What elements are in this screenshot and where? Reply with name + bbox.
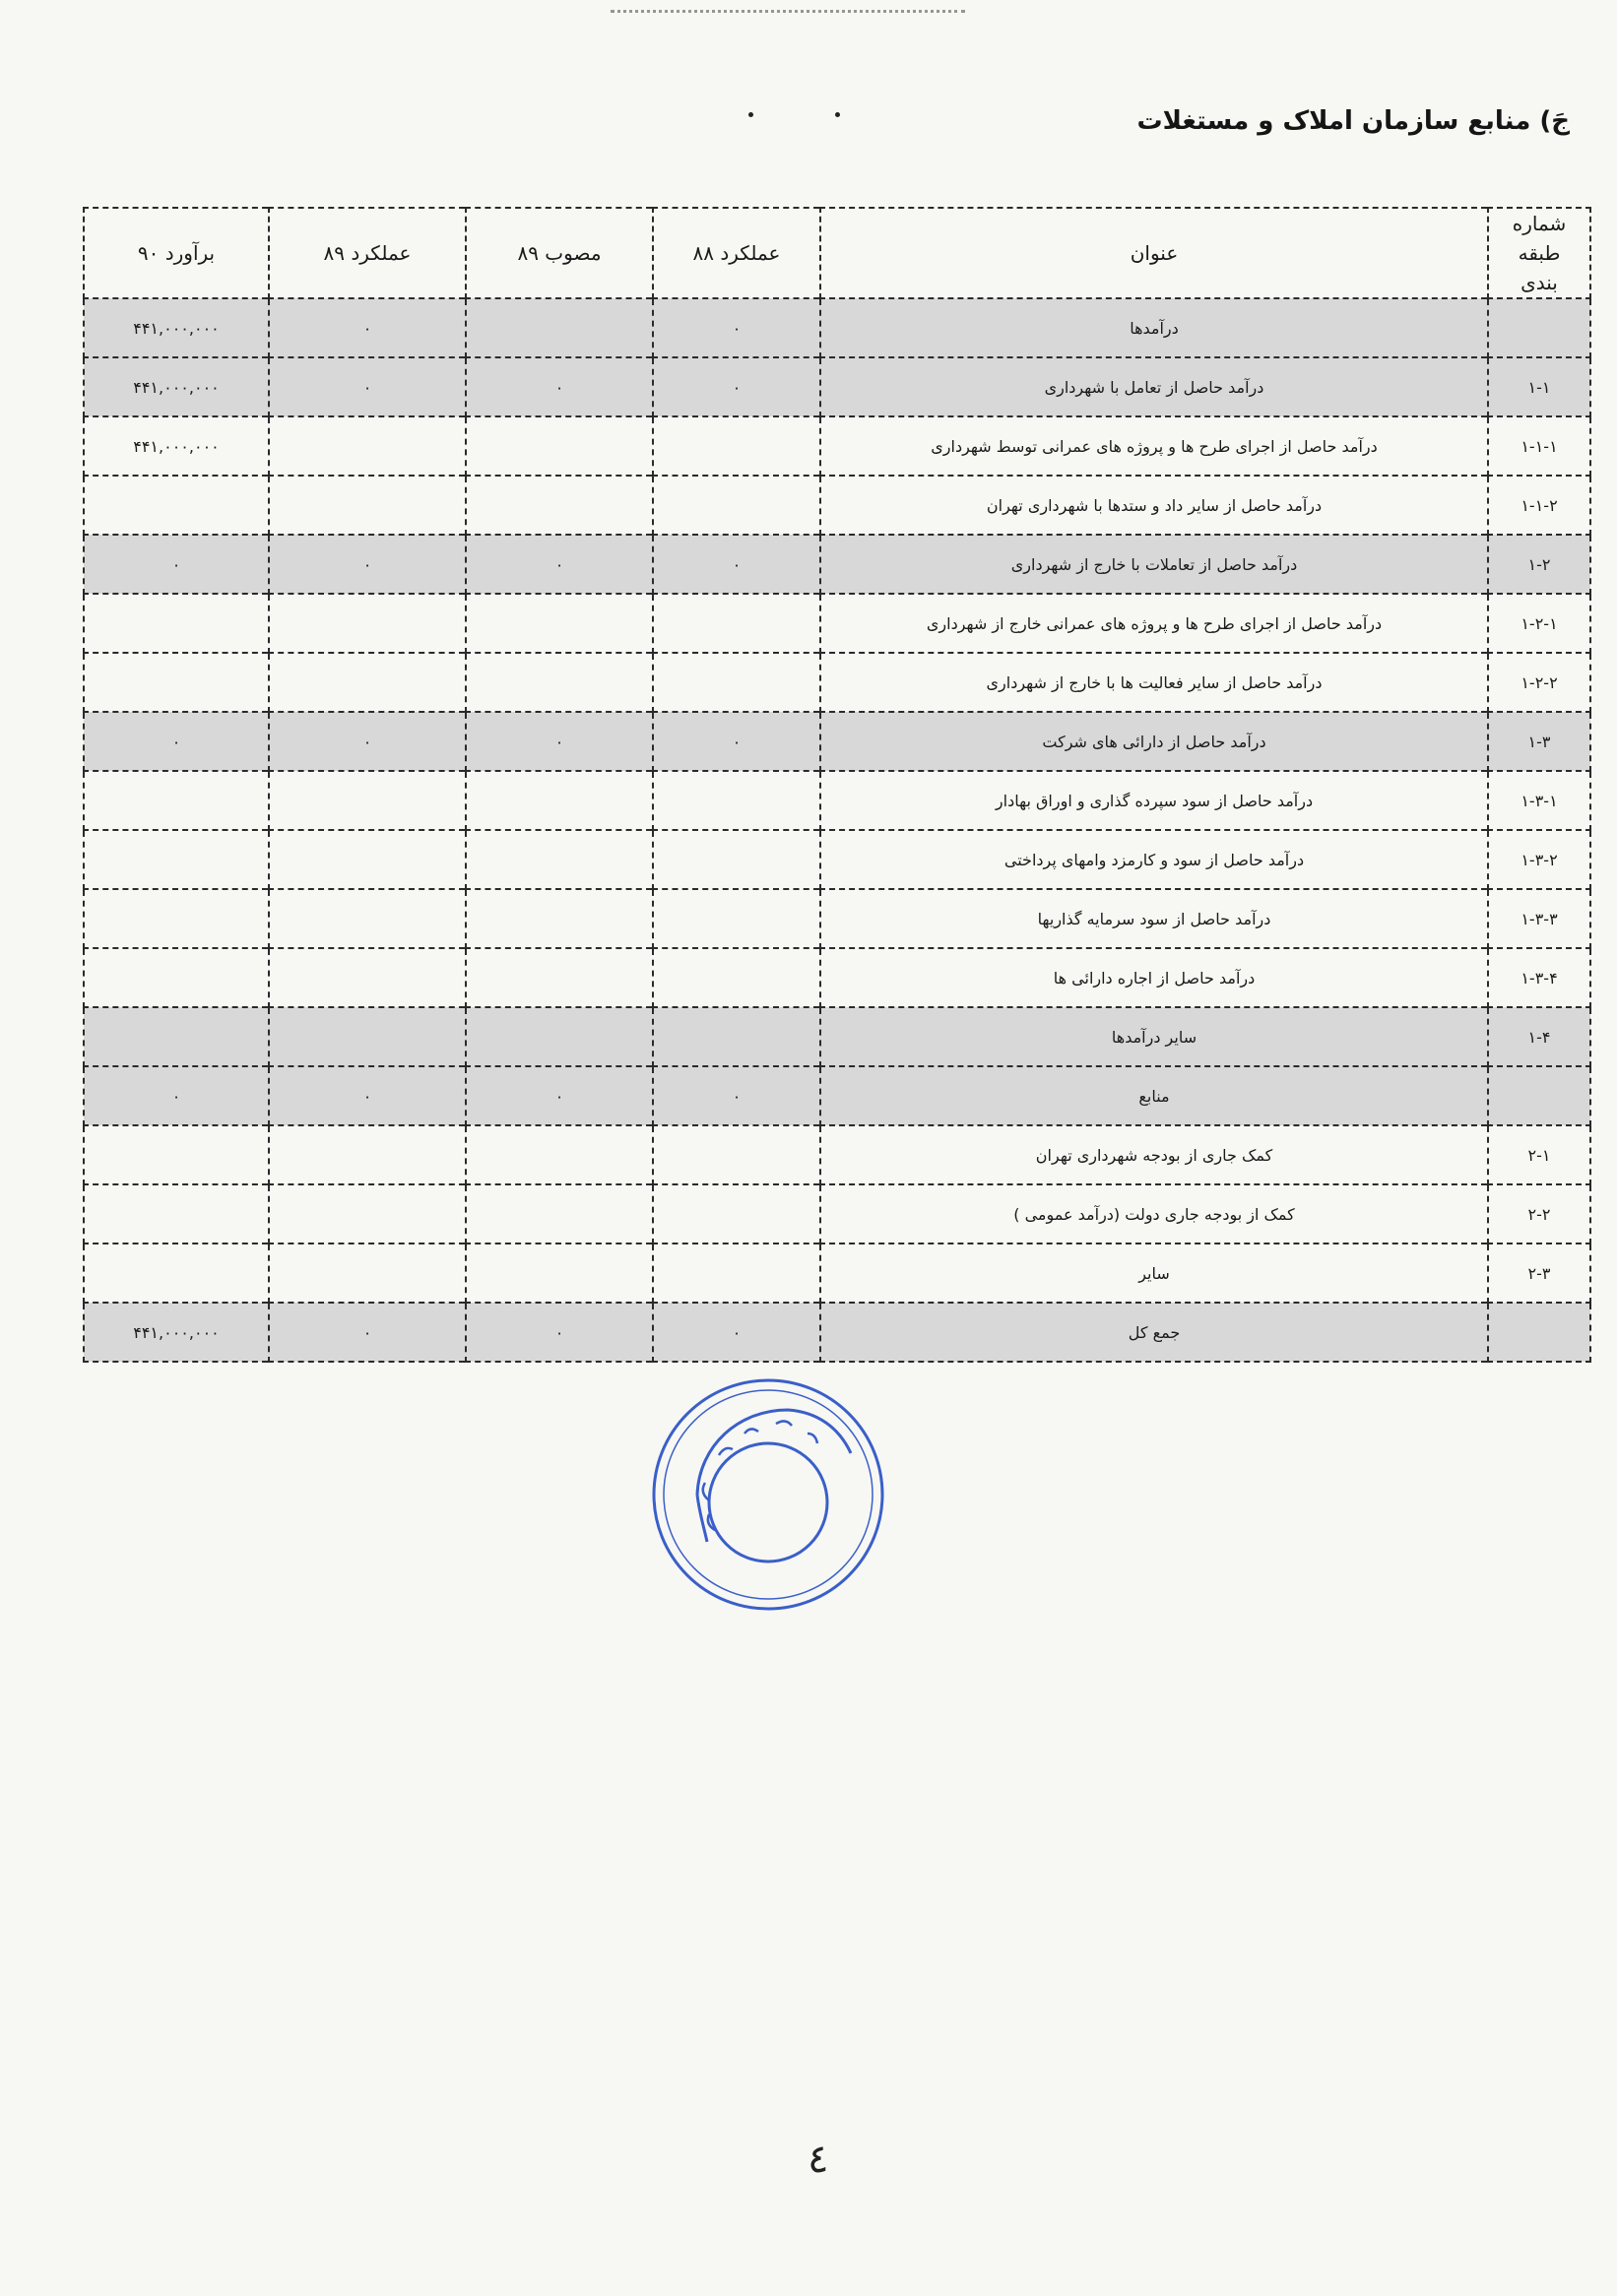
cell-approved89: ۰: [466, 357, 653, 416]
cell-estimate90: [84, 653, 269, 712]
cell-actual89: [269, 653, 466, 712]
cell-approved89: [466, 653, 653, 712]
cell-actual88: [653, 1125, 820, 1184]
header-actual88: عملکرد ۸۸: [653, 208, 820, 298]
cell-approved89: ۰: [466, 535, 653, 594]
cell-actual88: [653, 889, 820, 948]
cell-title: درآمد حاصل از سایر داد و ستدها با شهرداری تهران: [820, 476, 1488, 535]
header-actual89: عملکرد ۸۹: [269, 208, 466, 298]
cell-title: درآمد حاصل از اجاره دارائی ها: [820, 948, 1488, 1007]
table-row: [84, 416, 1590, 476]
cell-actual89: ۰: [269, 357, 466, 416]
cell-code: ۲-۳: [1488, 1244, 1590, 1303]
cell-approved89: [466, 594, 653, 653]
cell-code: ۲-۱: [1488, 1125, 1590, 1184]
cell-title: منابع: [820, 1066, 1488, 1125]
cell-code: [1488, 1303, 1590, 1362]
cell-title: درآمدها: [820, 298, 1488, 357]
sources-table: [83, 207, 1591, 1363]
header-approved89: مصوب ۸۹: [466, 208, 653, 298]
table-row: [84, 889, 1590, 948]
cell-actual88: [653, 476, 820, 535]
cell-title: درآمد حاصل از تعاملات با خارج از شهرداری: [820, 535, 1488, 594]
cell-actual89: [269, 948, 466, 1007]
table-row: [84, 1244, 1590, 1303]
dot-mark: [835, 112, 840, 117]
cell-actual89: [269, 830, 466, 889]
cell-title: کمک جاری از بودجه شهرداری تهران: [820, 1125, 1488, 1184]
cell-title: درآمد حاصل از اجرای طرح ها و پروژه های عمرانی توسط شهرداری: [820, 416, 1488, 476]
cell-actual88: [653, 594, 820, 653]
cell-actual88: [653, 830, 820, 889]
cell-actual89: ۰: [269, 1303, 466, 1362]
table-row: [84, 1303, 1590, 1362]
cell-estimate90: [84, 476, 269, 535]
cell-title: کمک از بودجه جاری دولت (درآمد عمومی ): [820, 1184, 1488, 1244]
cell-approved89: ۰: [466, 1066, 653, 1125]
table-row: [84, 594, 1590, 653]
cell-actual89: ۰: [269, 535, 466, 594]
section-heading: جَ) منابع سازمان املاک و مستغلات: [1136, 106, 1570, 136]
cell-actual89: [269, 1007, 466, 1066]
cell-actual89: [269, 594, 466, 653]
cell-actual88: [653, 1184, 820, 1244]
cell-actual88: ۰: [653, 712, 820, 771]
cell-approved89: ۰: [466, 1303, 653, 1362]
cell-estimate90: [84, 1244, 269, 1303]
cell-code: [1488, 1066, 1590, 1125]
cell-actual89: [269, 1184, 466, 1244]
cell-title: سایر درآمدها: [820, 1007, 1488, 1066]
cell-estimate90: [84, 1184, 269, 1244]
cell-estimate90: [84, 1007, 269, 1066]
cell-code: ۱-۳-۱: [1488, 771, 1590, 830]
header-estimate90: برآورد ۹۰: [84, 208, 269, 298]
cell-approved89: [466, 416, 653, 476]
table-row: [84, 771, 1590, 830]
cell-estimate90: ۰: [84, 1066, 269, 1125]
cell-title: درآمد حاصل از دارائی های شرکت: [820, 712, 1488, 771]
cell-actual88: [653, 1244, 820, 1303]
cell-code: ۲-۲: [1488, 1184, 1590, 1244]
cell-approved89: [466, 298, 653, 357]
cell-title: درآمد حاصل از سود سپرده گذاری و اوراق بهادار: [820, 771, 1488, 830]
cell-actual89: [269, 476, 466, 535]
table-row: [84, 1125, 1590, 1184]
table-row: [84, 948, 1590, 1007]
cell-title: سایر: [820, 1244, 1488, 1303]
cell-code: ۱-۱: [1488, 357, 1590, 416]
cell-code: ۱-۳-۲: [1488, 830, 1590, 889]
cell-title: درآمد حاصل از سود و کارمزد وامهای پرداختی: [820, 830, 1488, 889]
cell-code: [1488, 298, 1590, 357]
cell-actual88: [653, 416, 820, 476]
cell-estimate90: [84, 889, 269, 948]
header-code: شماره طبقه بندی: [1488, 208, 1590, 298]
cell-code: ۱-۳: [1488, 712, 1590, 771]
table-row: [84, 1184, 1590, 1244]
table-row: [84, 535, 1590, 594]
cell-approved89: [466, 1244, 653, 1303]
cell-estimate90: [84, 830, 269, 889]
cell-estimate90: [84, 948, 269, 1007]
cell-estimate90: ۰: [84, 712, 269, 771]
cell-approved89: [466, 889, 653, 948]
cell-actual88: ۰: [653, 1303, 820, 1362]
cell-estimate90: ۴۴۱,۰۰۰,۰۰۰: [84, 1303, 269, 1362]
cell-approved89: [466, 1184, 653, 1244]
cell-actual88: [653, 948, 820, 1007]
cell-title: جمع کل: [820, 1303, 1488, 1362]
header-title: عنوان: [820, 208, 1488, 298]
table-row: [84, 357, 1590, 416]
dot-mark: [748, 112, 753, 117]
cell-actual88: ۰: [653, 535, 820, 594]
cell-estimate90: [84, 771, 269, 830]
cell-code: ۱-۱-۱: [1488, 416, 1590, 476]
table-row: [84, 1066, 1590, 1125]
cell-actual89: [269, 416, 466, 476]
cell-actual89: ۰: [269, 298, 466, 357]
cell-approved89: [466, 1125, 653, 1184]
cell-code: ۱-۴: [1488, 1007, 1590, 1066]
cell-approved89: [466, 1007, 653, 1066]
cell-actual88: ۰: [653, 1066, 820, 1125]
table-body: [84, 298, 1590, 1362]
cell-code: ۱-۲-۱: [1488, 594, 1590, 653]
cell-actual89: ۰: [269, 712, 466, 771]
cell-title: درآمد حاصل از تعامل با شهرداری: [820, 357, 1488, 416]
cell-actual89: [269, 1125, 466, 1184]
top-margin-mark: [611, 10, 965, 19]
cell-actual88: ۰: [653, 357, 820, 416]
table-row: [84, 298, 1590, 357]
cell-estimate90: ۰: [84, 535, 269, 594]
cell-estimate90: [84, 594, 269, 653]
cell-actual88: [653, 771, 820, 830]
cell-code: ۱-۲-۲: [1488, 653, 1590, 712]
cell-actual88: [653, 653, 820, 712]
page-number: ٤: [808, 2137, 829, 2182]
table-row: [84, 712, 1590, 771]
table-row: [84, 476, 1590, 535]
cell-code: ۱-۲: [1488, 535, 1590, 594]
table-row: [84, 830, 1590, 889]
table-header-row: [84, 208, 1590, 298]
cell-approved89: [466, 476, 653, 535]
cell-actual89: ۰: [269, 1066, 466, 1125]
cell-approved89: [466, 830, 653, 889]
cell-actual89: [269, 1244, 466, 1303]
cell-approved89: [466, 771, 653, 830]
table-row: [84, 1007, 1590, 1066]
cell-estimate90: [84, 1125, 269, 1184]
cell-approved89: ۰: [466, 712, 653, 771]
cell-code: ۱-۱-۲: [1488, 476, 1590, 535]
cell-title: درآمد حاصل از اجرای طرح ها و پروژه های عمرانی خارج از شهرداری: [820, 594, 1488, 653]
cell-actual89: [269, 771, 466, 830]
cell-approved89: [466, 948, 653, 1007]
cell-estimate90: ۴۴۱,۰۰۰,۰۰۰: [84, 357, 269, 416]
cell-actual88: ۰: [653, 298, 820, 357]
cell-estimate90: ۴۴۱,۰۰۰,۰۰۰: [84, 416, 269, 476]
cell-code: ۱-۳-۳: [1488, 889, 1590, 948]
council-seal: [650, 1376, 886, 1613]
cell-code: ۱-۳-۴: [1488, 948, 1590, 1007]
cell-estimate90: ۴۴۱,۰۰۰,۰۰۰: [84, 298, 269, 357]
table-row: [84, 653, 1590, 712]
cell-title: درآمد حاصل از سایر فعالیت ها با خارج از شهرداری: [820, 653, 1488, 712]
cell-title: درآمد حاصل از سود سرمایه گذاریها: [820, 889, 1488, 948]
cell-actual89: [269, 889, 466, 948]
cell-actual88: [653, 1007, 820, 1066]
